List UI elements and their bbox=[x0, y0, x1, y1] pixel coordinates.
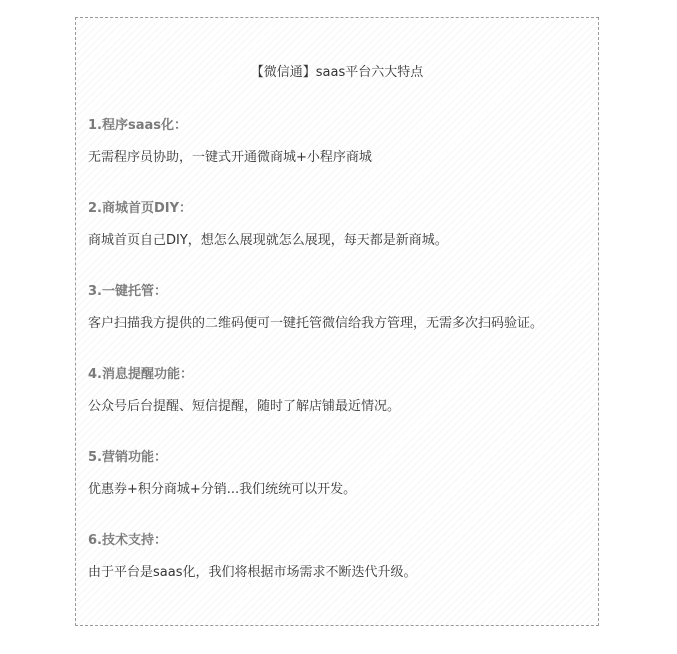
feature-card bbox=[75, 17, 599, 626]
feature-heading: 6.技术支持： bbox=[88, 533, 167, 548]
feature-body: 公众号后台提醒、短信提醒，随时了解店铺最近情况。 bbox=[88, 399, 401, 414]
feature-body: 由于平台是saas化，我们将根据市场需求不断迭代升级。 bbox=[88, 565, 417, 580]
feature-heading: 1.程序saas化： bbox=[88, 118, 188, 133]
feature-heading: 4.消息提醒功能： bbox=[88, 367, 193, 382]
feature-section-3 bbox=[88, 283, 588, 337]
feature-heading: 3.一键托管： bbox=[88, 284, 167, 299]
feature-body: 优惠券+积分商城+分销...我们统统可以开发。 bbox=[88, 482, 357, 497]
feature-section-4 bbox=[88, 366, 588, 420]
feature-body: 商城首页自己DIY，想怎么展现就怎么展现，每天都是新商城。 bbox=[88, 233, 448, 248]
feature-list bbox=[88, 117, 588, 586]
feature-body: 客户扫描我方提供的二维码便可一键托管微信给我方管理，无需多次扫码验证。 bbox=[88, 316, 544, 331]
feature-section-6 bbox=[88, 532, 588, 586]
feature-section-5 bbox=[88, 449, 588, 503]
feature-body: 无需程序员协助，一键式开通微商城+小程序商城 bbox=[88, 150, 372, 165]
feature-heading: 2.商城首页DIY： bbox=[88, 201, 193, 216]
card-title: 【微信通】saas平台六大特点 bbox=[250, 65, 424, 80]
feature-heading: 5.营销功能： bbox=[88, 450, 167, 465]
feature-section-2 bbox=[88, 200, 588, 254]
feature-section-1 bbox=[88, 117, 588, 171]
